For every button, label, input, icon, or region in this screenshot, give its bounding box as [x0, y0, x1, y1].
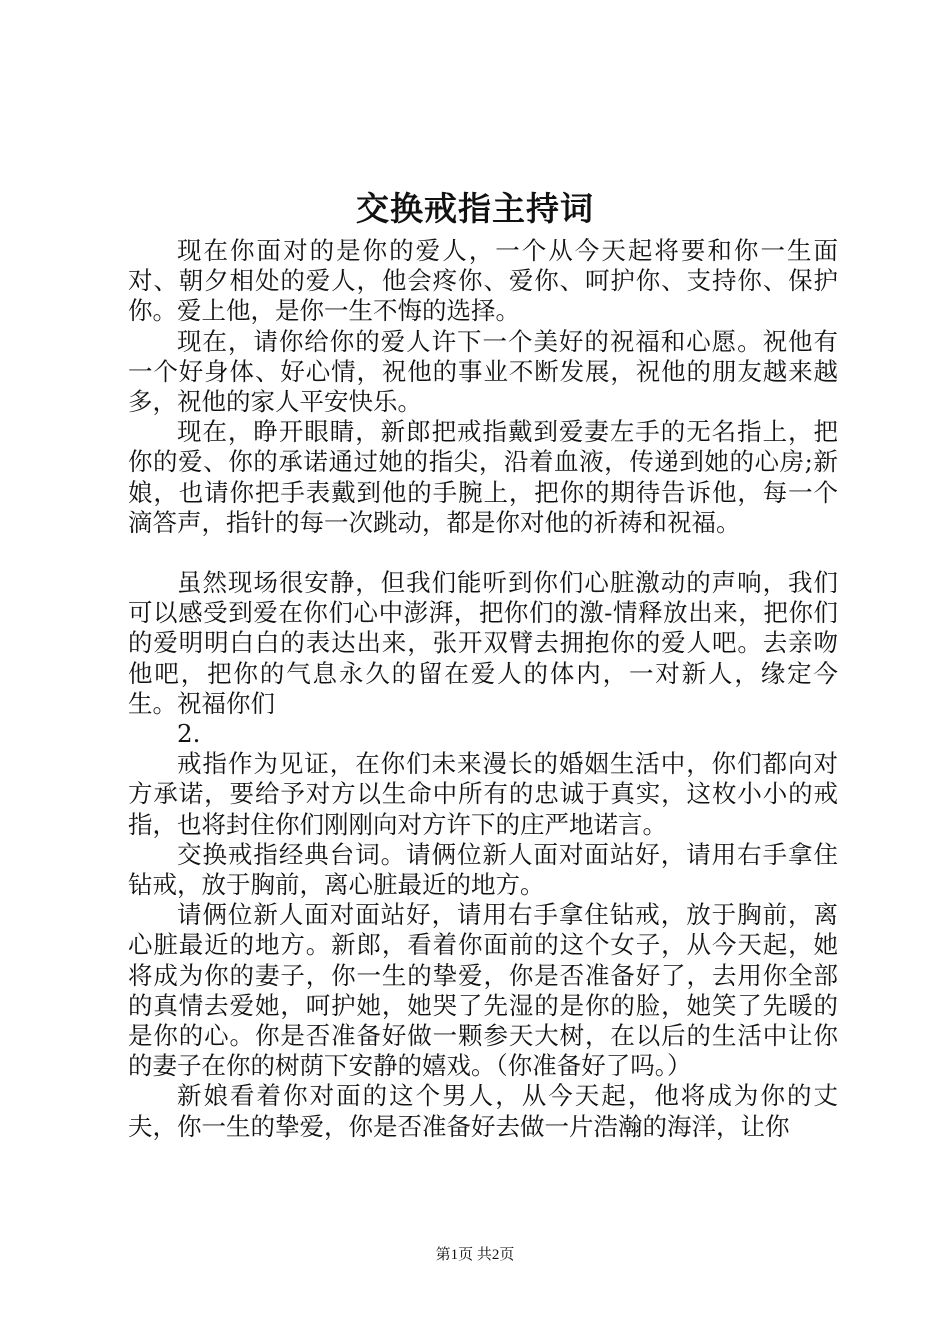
- paragraph-7: 请俩位新人面对面站好，请用右手拿住钻戒，放于胸前，离心脏最近的地方。新郎，看着你面前的这个女子，从今天起，她将成为你的妻子，你一生的挚爱，你是否准备好了，去用你全部的真情去爱她，呵护她，她哭了先湿的是你的脸，她笑了先暖的是你的心。你是否准备好做一颗参天大树，在以后的生活中让你的妻子在你的树荫下安静的嬉戏。（你准备好了吗。）: [128, 900, 838, 1081]
- section-number: 2.: [177, 719, 201, 749]
- paragraph-1: 现在你面对的是你的爱人，一个从今天起将要和你一生面对、朝夕相处的爱人，他会疼你、爱你、呵护你、支持你、保护你。爱上他，是你一生不悔的选择。: [128, 236, 838, 326]
- paragraph-8: 新娘看着你对面的这个男人，从今天起，他将成为你的丈夫，你一生的挚爱，你是否准备好去做一片浩瀚的海洋，让你: [128, 1081, 838, 1141]
- paragraph-4: 虽然现场很安静，但我们能听到你们心脏激动的声响，我们可以感受到爱在你们心中澎湃，把你们的激-情释放出来，把你们的爱明明白白的表达出来，张开双臂去拥抱你的爱人吧。去亲吻他吧，把你的气息永久的留在爱人的体内，一对新人，缘定今生。祝福你们: [128, 568, 838, 718]
- paragraph-2: 现在，请你给你的爱人许下一个美好的祝福和心愿。祝他有一个好身体、好心情，祝他的事业不断发展，祝他的朋友越来越多，祝他的家人平安快乐。: [128, 326, 838, 417]
- paragraph-3: 现在，睁开眼睛，新郎把戒指戴到爱妻左手的无名指上，把你的爱、你的承诺通过她的指尖，沿着血液，传递到她的心房;新娘，也请你把手表戴到他的手腕上，把你的期待告诉他，每一个滴答声，指针的每一次跳动，都是你对他的祈祷和祝福。: [128, 417, 838, 537]
- paragraph-6: 交换戒指经典台词。请俩位新人面对面站好，请用右手拿住钻戒，放于胸前，离心脏最近的地方。: [128, 839, 838, 900]
- page-footer: 第1页 共2页: [435, 1247, 515, 1263]
- document-title: 交换戒指主持词: [356, 189, 594, 228]
- paragraph-5: 戒指作为见证，在你们未来漫长的婚姻生活中，你们都向对方承诺，要给予对方以生命中所有的忠诚于真实，这枚小小的戒指，也将封住你们刚刚向对方许下的庄严地诺言。: [128, 749, 838, 839]
- document-body: [128, 236, 838, 1142]
